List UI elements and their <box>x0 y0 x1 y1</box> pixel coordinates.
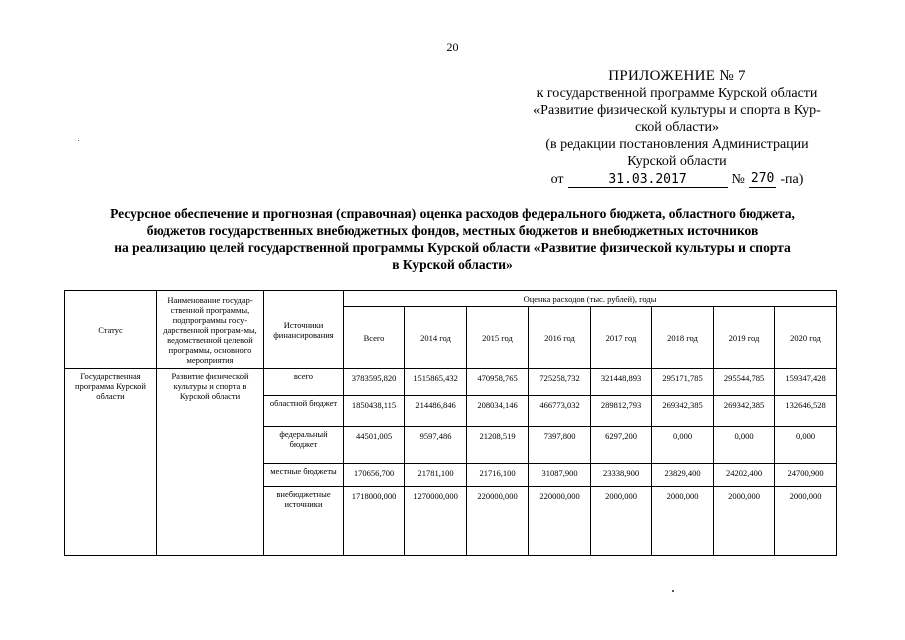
value-cell: 159347,428 <box>775 369 837 396</box>
value-cell: 1270000,000 <box>405 487 467 556</box>
status-cell: Государственная программа Курской области <box>65 369 157 556</box>
resolution-number: 270 <box>750 171 775 186</box>
value-cell: 725258,732 <box>529 369 591 396</box>
source-cell: областной бюджет <box>264 396 344 427</box>
appendix-line: (в редакции постановления Администрации <box>545 137 809 152</box>
resolution-date: 31.03.2017 <box>568 172 728 188</box>
value-cell: 208034,146 <box>467 396 529 427</box>
source-cell: федеральный бюджет <box>264 427 344 464</box>
value-cell: 220000,000 <box>467 487 529 556</box>
header-sources: Источники финансирования <box>264 291 344 369</box>
scan-speck <box>78 140 79 141</box>
value-cell: 2000,000 <box>591 487 652 556</box>
appendix-date-line <box>512 170 842 188</box>
value-cell: 132646,528 <box>775 396 837 427</box>
value-cell: 466773,032 <box>529 396 591 427</box>
header-year: 2016 год <box>529 307 591 369</box>
value-cell: 470958,765 <box>467 369 529 396</box>
value-cell: 0,000 <box>775 427 837 464</box>
value-cell: 3783595,820 <box>344 369 405 396</box>
value-cell: 269342,385 <box>714 396 775 427</box>
header-year: 2017 год <box>591 307 652 369</box>
header-program-name: Наименование государ-ственной программы, подпрограммы госу-дарственной програм-мы, ведомственной целевой программы, основного мероприятия <box>157 291 264 369</box>
header-status: Статус <box>65 291 157 369</box>
value-cell: 220000,000 <box>529 487 591 556</box>
value-cell: 2000,000 <box>652 487 714 556</box>
value-cell: 1850438,115 <box>344 396 405 427</box>
number-suffix: -па) <box>780 172 804 187</box>
page-number: 20 <box>446 40 459 54</box>
number-prefix: № <box>731 172 745 187</box>
appendix-title: ПРИЛОЖЕНИЕ № 7 <box>608 68 746 84</box>
value-cell: 269342,385 <box>652 396 714 427</box>
value-cell: 21716,100 <box>467 464 529 487</box>
value-cell: 21208,519 <box>467 427 529 464</box>
header-year: 2015 год <box>467 307 529 369</box>
value-cell: 6297,200 <box>591 427 652 464</box>
document-title-line: на реализацию целей государственной программы Курской области «Развитие физической культуры и спорта <box>114 240 791 255</box>
header-year: 2019 год <box>714 307 775 369</box>
source-cell: всего <box>264 369 344 396</box>
appendix-line: ской области» <box>634 120 720 135</box>
source-cell: местные бюджеты <box>264 464 344 487</box>
value-cell: 23829,400 <box>652 464 714 487</box>
value-cell: 170656,700 <box>344 464 405 487</box>
document-title-line: в Курской области» <box>392 257 513 272</box>
value-cell: 289812,793 <box>591 396 652 427</box>
table-row <box>65 369 837 396</box>
value-cell: 0,000 <box>652 427 714 464</box>
document-title <box>40 205 865 273</box>
value-cell: 9597,486 <box>405 427 467 464</box>
value-cell: 0,000 <box>714 427 775 464</box>
header-year: 2014 год <box>405 307 467 369</box>
program-name-cell: Развитие физической культуры и спорта в Курской области <box>157 369 264 556</box>
value-cell: 31087,900 <box>529 464 591 487</box>
appendix-line: «Развитие физической культуры и спорта в Кур- <box>533 103 821 118</box>
value-cell: 295171,785 <box>652 369 714 396</box>
document-title-line: Ресурсное обеспечение и прогнозная (справочная) оценка расходов федерального бюджета, областного бюджета, <box>110 206 795 221</box>
value-cell: 2000,000 <box>714 487 775 556</box>
value-cell: 295544,785 <box>714 369 775 396</box>
appendix-line: к государственной программе Курской области <box>536 86 818 101</box>
value-cell: 24700,900 <box>775 464 837 487</box>
header-year: 2020 год <box>775 307 837 369</box>
source-cell: внебюджетные источники <box>264 487 344 556</box>
document-title-line: бюджетов государственных внебюджетных фондов, местных бюджетов и внебюджетных источников <box>146 223 759 238</box>
value-cell: 7397,800 <box>529 427 591 464</box>
value-cell: 1718000,000 <box>344 487 405 556</box>
value-cell: 321448,893 <box>591 369 652 396</box>
value-cell: 21781,100 <box>405 464 467 487</box>
value-cell: 2000,000 <box>775 487 837 556</box>
value-cell: 44501,005 <box>344 427 405 464</box>
appendix-line: Курской области <box>627 154 727 169</box>
appendix-block <box>512 68 842 188</box>
header-estimate: Оценка расходов (тыс. рублей), годы <box>344 291 837 307</box>
value-cell: 24202,400 <box>714 464 775 487</box>
budget-table <box>64 290 837 556</box>
value-cell: 214486,846 <box>405 396 467 427</box>
value-cell: 23338,900 <box>591 464 652 487</box>
scan-speck <box>672 590 674 592</box>
header-year: Всего <box>344 307 405 369</box>
header-year: 2018 год <box>652 307 714 369</box>
date-prefix: от <box>550 172 564 187</box>
value-cell: 1515865,432 <box>405 369 467 396</box>
